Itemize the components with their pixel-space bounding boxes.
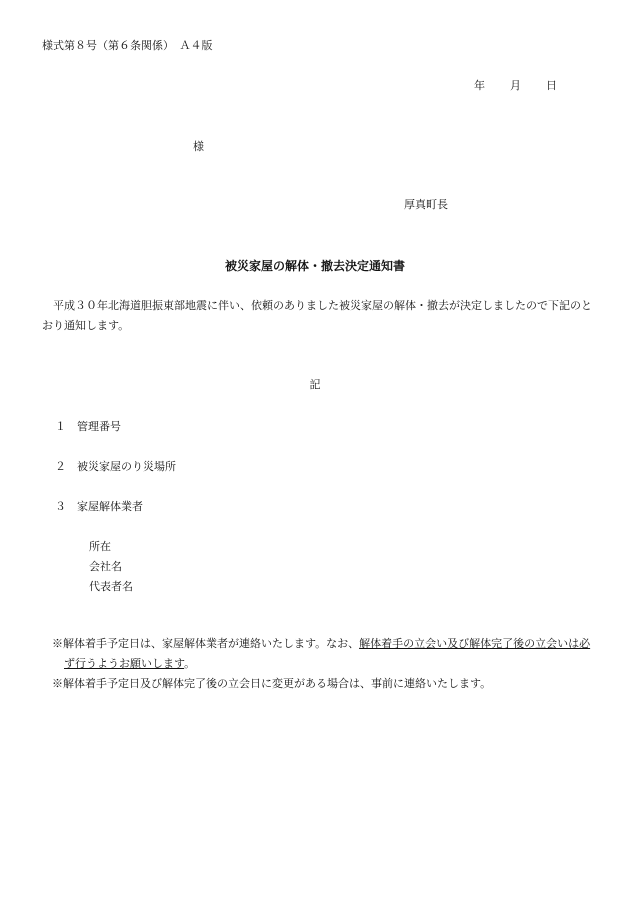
item-number: １ [55,420,66,433]
item-demolition-contractor [55,498,143,514]
note-1 [52,634,597,674]
note-1-suffix: 。 [184,657,196,670]
contractor-representative-label: 代表者名 [89,580,133,593]
note-1-underlined: 解体着手の立会い及び解体完了後の立会いは必ず行うようお願いします [64,637,591,670]
body-paragraph: 平成３０年北海道胆振東部地震に伴い、依頼のありました被災家屋の解体・撤去が決定しましたので下記のとおり通知します。 [42,299,592,332]
date-line [474,77,557,93]
document-title: 被災家屋の解体・撤去決定通知書 [224,259,405,273]
contractor-address-label: 所在 [89,540,111,553]
issuer-name: 厚真町長 [404,198,448,211]
date-day-label: 日 [546,79,557,92]
ki-heading: 記 [309,378,321,391]
item-management-number [55,418,121,434]
item-number: ２ [55,460,66,473]
item-label: 家屋解体業者 [77,500,143,513]
note-1-prefix: ※解体着手予定日は、家屋解体業者が連絡いたします。なお、 [52,637,360,650]
item-number: ３ [55,500,66,513]
item-label: 管理番号 [77,420,121,433]
item-label: 被災家屋のり災場所 [77,460,176,473]
form-number: 様式第８号（第６条関係） Ａ４版 [42,39,213,52]
notes [52,634,597,694]
note-2: ※解体着手予定日及び解体完了後の立会日に変更がある場合は、事前に連絡いたします。 [52,677,492,690]
addressee-honorific: 様 [193,140,204,153]
date-month-label: 月 [510,79,521,92]
contractor-company-label: 会社名 [89,560,122,573]
date-year-label: 年 [474,79,485,92]
item-disaster-location [55,458,176,474]
